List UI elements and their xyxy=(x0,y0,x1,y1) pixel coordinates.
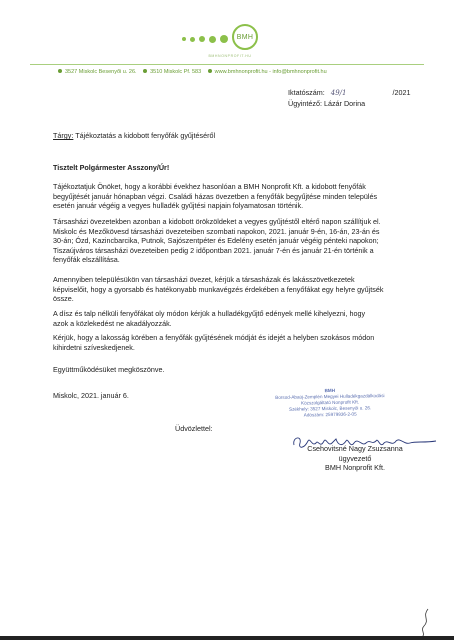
ugyintezo-label: Ügyintéző: xyxy=(288,98,322,108)
text-line: begyűjtését január hónapban végzi. Családi házas övezetben a fenyőfák begyűjtése minden település xyxy=(53,191,378,201)
iktatoszam-year: /2021 xyxy=(392,88,411,97)
bullet-icon xyxy=(208,69,212,73)
signer-name: Csehovitsné Nagy Zsuzsanna xyxy=(307,444,403,453)
logo-text: BMH xyxy=(236,33,254,41)
signer-title: ügyvezető xyxy=(338,453,372,463)
paragraph-5 xyxy=(53,333,398,352)
logo-subtext: BMHNONPROFIT.HU xyxy=(208,54,252,58)
text-line: 30-án; Ózd, Kazincbarcika, Putnok, Sajószentpéter és Edelény esetén január végéig pénteki napokon; xyxy=(53,236,379,245)
paragraph-2 xyxy=(53,217,398,265)
date-line: Miskolc, 2021. január 6. xyxy=(53,391,129,400)
iktatoszam-handwritten: 49/1 xyxy=(330,89,347,97)
text-line: Kérjük, hogy a lakosság körében a fenyőfák gyűjtésének módját és idejét a helyben szokásos módon xyxy=(53,333,375,342)
greeting: Üdvözlettel: xyxy=(175,424,213,433)
bullet-icon xyxy=(58,69,62,73)
text-line: fenyőfák elszállítása. xyxy=(53,255,120,264)
text-line: össze. xyxy=(53,294,74,303)
stamp-line: Adószám: 25979936-2-05 xyxy=(303,411,357,418)
subject-label: Tárgy: xyxy=(53,131,74,140)
text-line: Tiszaújváros társasházi övezeteiben pedig 2 időpontban 2021. január 7-én és január 21-én történik a xyxy=(53,245,374,255)
paragraph-4 xyxy=(53,309,398,328)
logo-ring xyxy=(232,24,258,50)
text-line: Társasházi övezetekben azonban a kidobott örökzöldeket a vegyes gyűjtéstől eltérő napon szállítjuk el. xyxy=(53,217,381,226)
address-web-email: www.bmhnonprofit.hu - info@bmhnonprofit.hu xyxy=(214,69,327,75)
address-pobox: 3510 Miskolc Pf. 583 xyxy=(150,69,202,75)
ugyintezo-line xyxy=(288,99,438,109)
text-line: azok a közlekedést ne akadályozzák. xyxy=(53,318,172,328)
stamp-line: Közszolgáltató Nonprofit Kft. xyxy=(300,399,360,406)
subject-text: Tájékoztatás a kidobott fenyőfák gyűjtéséről xyxy=(75,131,216,140)
reference-block xyxy=(288,88,438,108)
paragraph-3 xyxy=(53,275,398,304)
header-address xyxy=(58,69,327,75)
stamp-line: Székhely: 3527 Miskolc, Besenyői u. 26. xyxy=(288,405,372,412)
text-line: Együttműködésüket megköszönve. xyxy=(53,365,165,374)
ugyintezo-value: Lázár Dorina xyxy=(323,98,366,108)
text-line: Amennyiben településükön van társasházi övezet, kérjük a társasházak és lakásszövetkezetek xyxy=(53,275,355,284)
pen-mark-icon xyxy=(418,608,432,638)
text-line: Tájékoztatjuk Önöket, hogy a korábbi évekhez hasonlóan a BMH Nonprofit Kft. a kidobott fenyőfák xyxy=(53,182,366,191)
text-line: Miskolc és Mezőkövesd társasházi övezeteiben szombati napokon, 2021. január 9-én, 16-án, 23-án és xyxy=(53,226,380,236)
signer-company: BMH Nonprofit Kft. xyxy=(325,463,385,472)
text-line: kihirdetni szíveskedjenek. xyxy=(53,342,135,352)
header-divider xyxy=(30,64,424,65)
stamp-line: Borsod-Abaúj-Zemplén Megyei Hulladékgazdálkodási xyxy=(275,393,385,400)
salutation: Tisztelt Polgármester Asszony/Úr! xyxy=(53,163,170,172)
scan-edge xyxy=(0,636,454,640)
bmh-logo xyxy=(182,20,274,58)
paragraph-6 xyxy=(53,365,398,375)
stamp-line: BMH xyxy=(324,387,336,394)
text-line: képviselőit, hogy a gyorsabb és hatékonyabb munkavégzés érdekében a fenyőfákat egy helyre gyűjtsék xyxy=(53,284,384,294)
address-street: 3527 Miskolc Besenyői u. 26. xyxy=(65,69,137,75)
company-stamp xyxy=(255,387,406,420)
text-line: A dísz és talp nélküli fenyőfákat oly módon kérjük a hulladékgyűjtő edények mellé kihelyezni, hogy xyxy=(53,309,366,318)
signer-block xyxy=(290,444,420,473)
subject-line xyxy=(53,131,215,141)
text-line: esetén január végéig a vegyes hulladék gyűjtési napjain folyamatosan történik. xyxy=(53,201,304,210)
bullet-icon xyxy=(143,69,147,73)
iktatoszam-label: Iktatószám: xyxy=(288,88,325,97)
iktatoszam-line xyxy=(288,88,438,99)
paragraph-1 xyxy=(53,182,398,211)
